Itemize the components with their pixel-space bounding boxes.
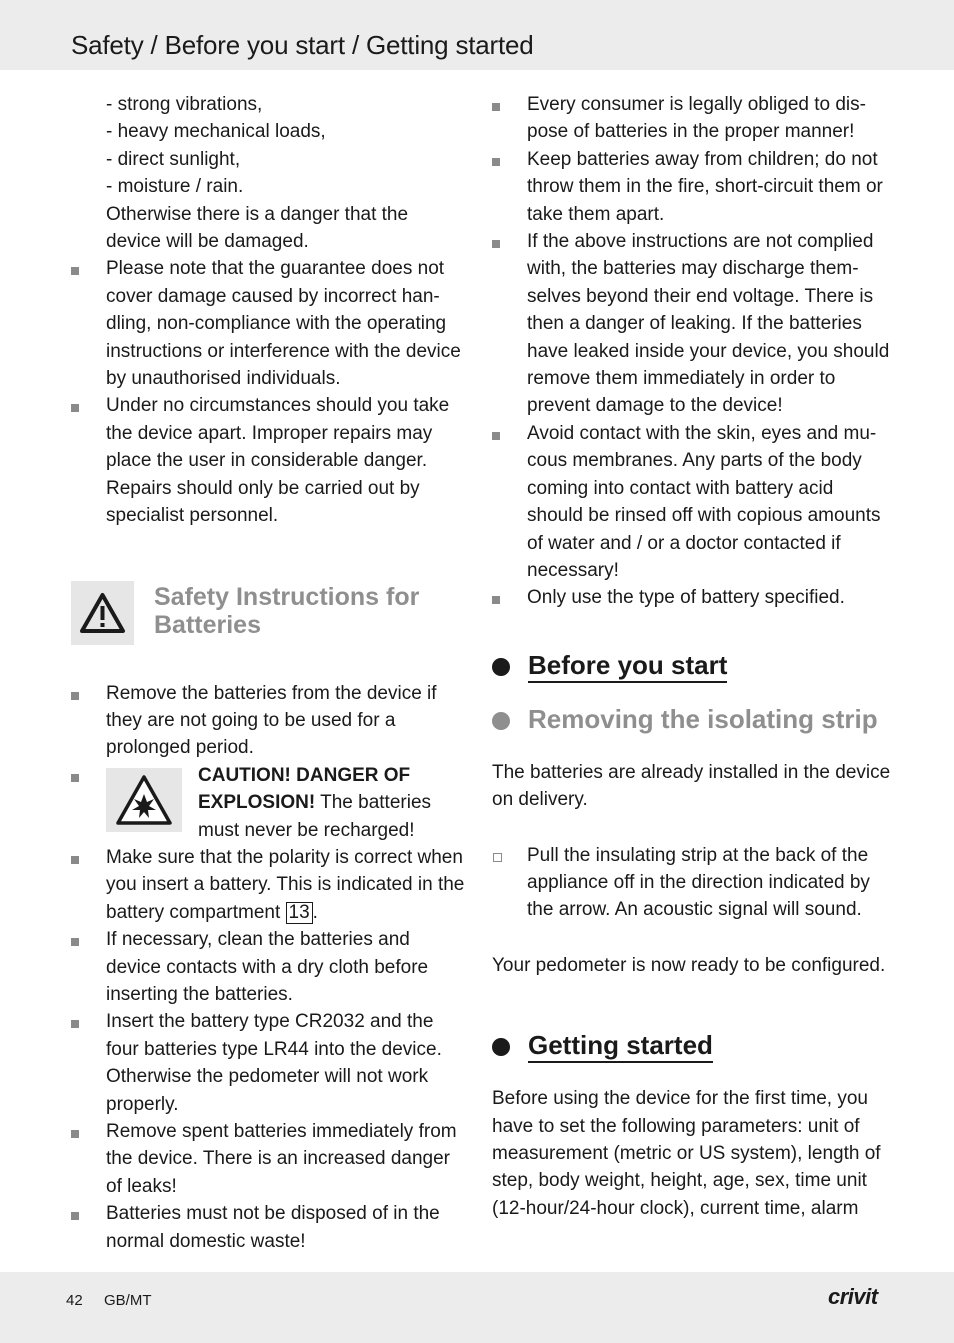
section-title: Before you start [528,650,727,683]
page-header [0,0,954,70]
square-bullet-icon [492,596,500,604]
section-dot-icon [492,712,510,730]
locale-label: GB/MT [104,1292,152,1309]
explosion-warning-icon [106,768,182,832]
square-bullet-icon [71,404,79,412]
bullet-item [71,255,466,392]
square-bullet-icon [71,267,79,275]
square-bullet-icon [71,938,79,946]
left-column [71,91,466,1255]
step-text: Pull the insulating strip at the back of the appliance off in the direction indicated by the arrow. An acoustic signal will sound. [527,844,870,921]
bullet-text: Under no circumstances should you take the device apart. Improper repairs may place the user in considerable danger. Repairs should only be carried out by specialist personnel. [106,395,450,527]
square-bullet-icon [492,240,500,248]
square-bullet-icon [71,1130,79,1138]
bullet-text: Make sure that the polarity is correct when you insert a battery. This is indicated in the battery compartment [106,846,465,923]
page-footer [0,1272,954,1343]
square-bullet-icon [71,774,79,782]
intro-line: - moisture / rain. [106,176,244,198]
bullet-text: Avoid contact with the skin, eyes and mu-cous membranes. Any parts of the body coming into contact with battery acid should be rinsed off with copious amounts of water and / or a doctor contacted if necessary! [527,422,881,581]
checkbox-bullet-icon [493,853,502,862]
bullet-text: If necessary, clean the batteries and device contacts with a dry cloth before inserting the batteries. [106,929,429,1005]
section-dot-icon [492,658,510,676]
page-title: Safety / Before you start / Getting started [71,30,534,60]
section-title: Getting started [528,1030,713,1063]
caution-heading: CAUTION! DANGER OF EXPLOSION! [198,764,411,814]
square-bullet-icon [71,856,79,864]
bullet-item [71,680,466,762]
bullet-item [71,926,466,1008]
brand-logo: crivit [828,1284,878,1309]
bullet-item [492,228,892,420]
paragraph: The batteries are already installed in the device on delivery. [492,761,891,811]
section-heading-isolating-strip [492,704,892,734]
warning-triangle-icon [71,581,134,645]
bullet-text: Batteries must not be disposed of in the normal domestic waste! [106,1203,440,1252]
bullet-item [492,584,892,611]
bullet-text: Please note that the guarantee does not cover damage caused by incorrect han-dling, non-compliance with the operating instructions or interference with the device by unauthorised individuals. [106,258,461,390]
intro-line: - heavy mechanical loads, [106,121,326,143]
bullet-text: If the above instructions are not complied with, the batteries may discharge them-selves beyond their end voltage. There is then a danger of leaking. If the batteries have leaked inside your device, you should remove them immediately in order to prevent damage to the device! [527,231,890,417]
square-bullet-icon [71,692,79,700]
intro-line: - strong vibrations, [106,94,263,115]
bullet-item [492,91,892,146]
bullet-text: Keep batteries away from children; do not throw them in the fire, short-circuit them or take them apart. [527,148,883,225]
caution-text: The batteries must never be recharged! [198,792,432,841]
section-heading-before-you-start [492,650,892,680]
bullet-item [71,1118,466,1200]
bullet-item [71,1008,466,1118]
section-heading-getting-started [492,1030,892,1060]
step-item [492,842,892,924]
bullet-text: Remove the batteries from the device if they are not going to be used for a prolonged period. [106,682,437,759]
section-dot-icon [492,1038,510,1056]
paragraph: Your pedometer is now ready to be configured. [492,954,886,976]
intro-line: - direct sunlight, [106,148,241,170]
square-bullet-icon [71,1020,79,1028]
paragraph: Before using the device for the first time, you have to set the following parameters: unit of measurement (metric or US system), length of step, body weight, height, age, sex, time unit (12-hour/24-hour clock), current time, alarm [492,1088,881,1219]
square-bullet-icon [492,432,500,440]
bullet-item [71,392,466,529]
bullet-text: Every consumer is legally obliged to dis-pose of batteries in the proper manner! [527,94,866,143]
square-bullet-icon [492,158,500,166]
safety-title: Safety Instructions for Batteries [154,582,420,639]
right-column [492,91,892,1222]
bullet-text: Remove spent batteries immediately from the device. There is an increased danger of leaks! [106,1121,457,1197]
bullet-text: Only use the type of battery specified. [527,587,845,609]
caution-item [71,762,466,844]
square-bullet-icon [71,1212,79,1220]
bullet-text: Insert the battery type CR2032 and the four batteries type LR44 into the device. Otherwise the pedometer will not work properly. [106,1011,442,1115]
page-number: 42 [66,1292,83,1309]
square-bullet-icon [492,103,500,111]
bullet-item [71,1200,466,1255]
bullet-item [71,844,466,926]
bullet-text-end: . [312,901,318,923]
intro-list [71,91,466,255]
safety-section-heading [71,581,466,647]
bullet-item [492,420,892,584]
intro-line: Otherwise there is a danger that the device will be damaged. [106,203,409,253]
section-title: Removing the isolating strip [528,703,878,734]
bullet-item [492,146,892,228]
reference-number: 13 [286,902,313,924]
